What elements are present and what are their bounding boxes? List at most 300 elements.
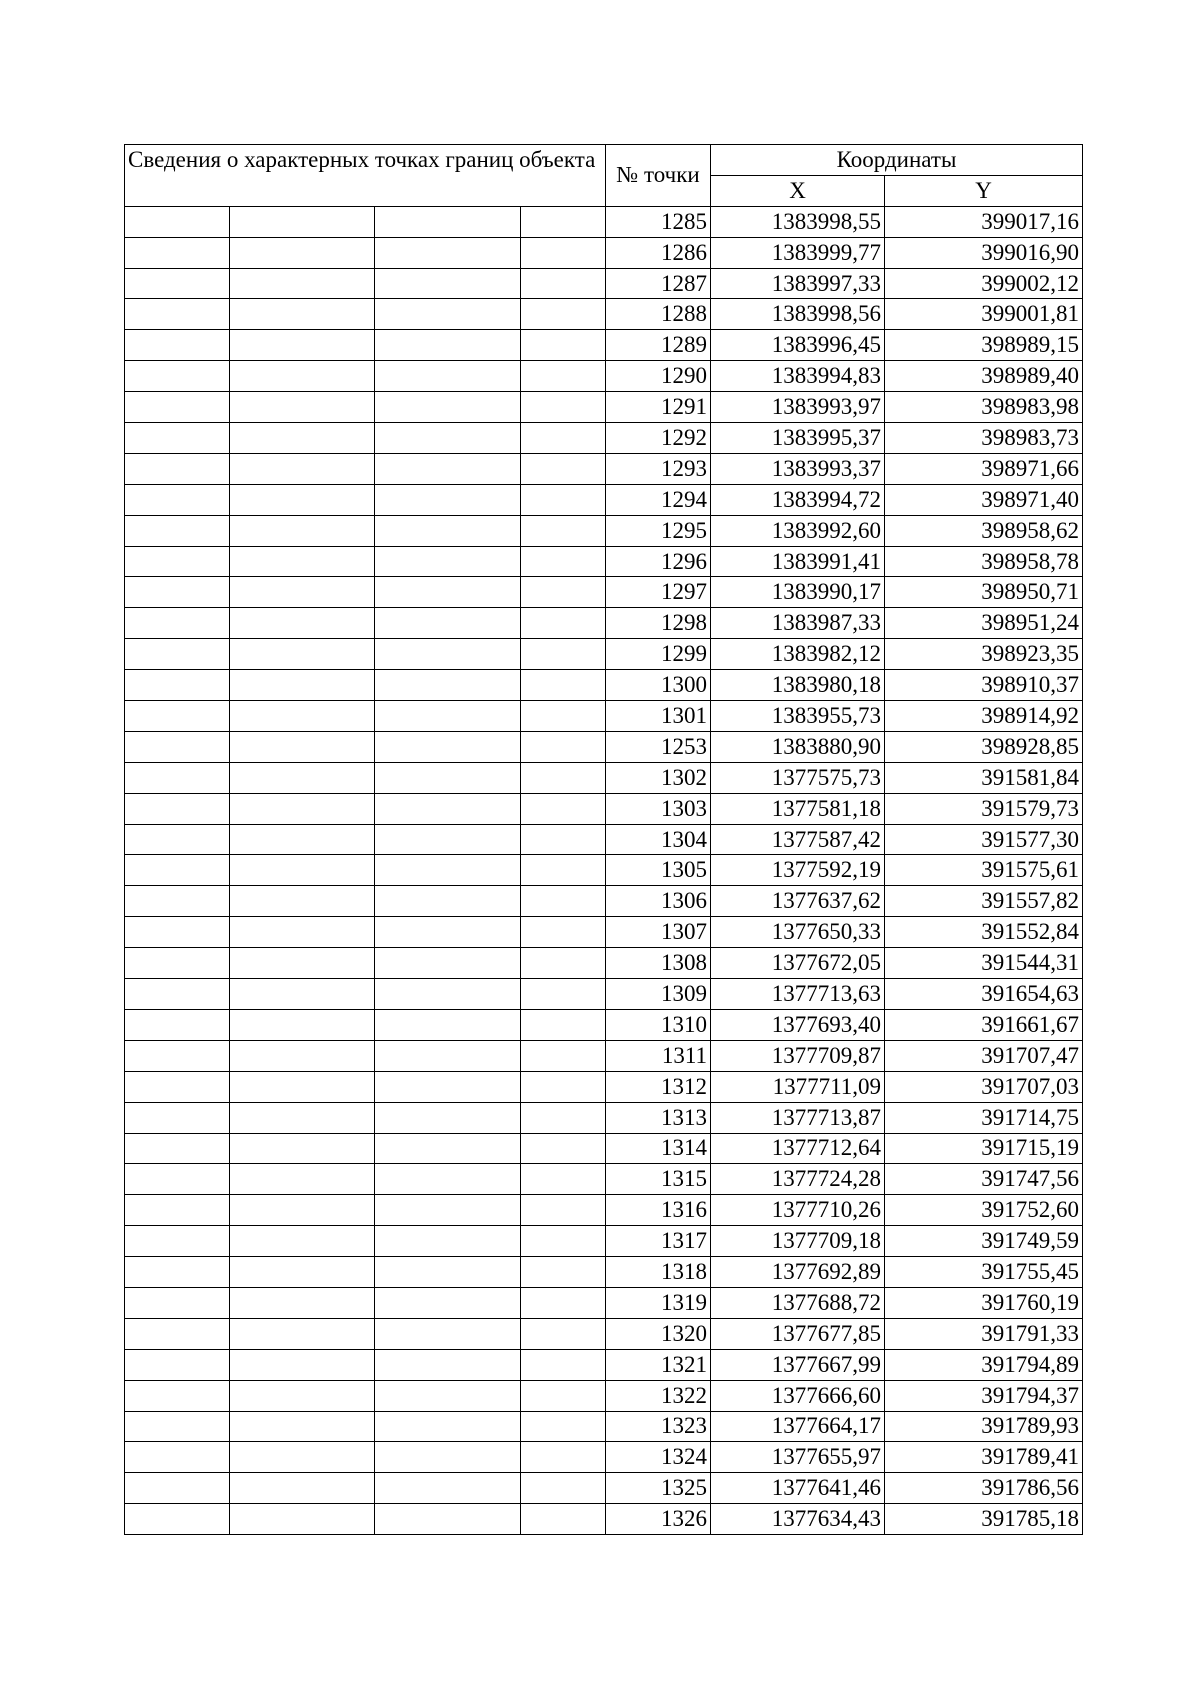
empty-cell: [230, 979, 375, 1010]
x-coordinate-cell: 1377672,05: [711, 948, 885, 979]
empty-cell: [375, 608, 521, 639]
empty-cell: [125, 670, 230, 701]
empty-cell: [230, 824, 375, 855]
point-number-cell: 1303: [606, 793, 711, 824]
point-number-cell: 1296: [606, 546, 711, 577]
empty-cell: [125, 1226, 230, 1257]
empty-cell: [230, 762, 375, 793]
empty-cell: [125, 1473, 230, 1504]
x-coordinate-cell: 1383991,41: [711, 546, 885, 577]
empty-cell: [375, 1133, 521, 1164]
y-coordinate-cell: 391715,19: [885, 1133, 1083, 1164]
point-number-cell: 1298: [606, 608, 711, 639]
table-row: [125, 1349, 1083, 1380]
empty-cell: [375, 392, 521, 423]
empty-cell: [125, 546, 230, 577]
y-coordinate-cell: 391791,33: [885, 1318, 1083, 1349]
empty-cell: [230, 423, 375, 454]
x-coordinate-cell: 1377664,17: [711, 1411, 885, 1442]
empty-cell: [375, 1504, 521, 1535]
empty-cell: [375, 268, 521, 299]
empty-cell: [375, 1257, 521, 1288]
empty-cell: [521, 484, 606, 515]
point-number-cell: 1326: [606, 1504, 711, 1535]
empty-cell: [375, 1442, 521, 1473]
point-number-cell: 1318: [606, 1257, 711, 1288]
empty-cell: [230, 1226, 375, 1257]
point-number-cell: 1287: [606, 268, 711, 299]
x-coordinate-cell: 1377634,43: [711, 1504, 885, 1535]
point-number-cell: 1292: [606, 423, 711, 454]
empty-cell: [375, 1102, 521, 1133]
x-coordinate-cell: 1383980,18: [711, 670, 885, 701]
table-row: [125, 979, 1083, 1010]
y-coordinate-cell: 399017,16: [885, 206, 1083, 237]
y-coordinate-cell: 399002,12: [885, 268, 1083, 299]
x-coordinate-cell: 1383994,72: [711, 484, 885, 515]
empty-cell: [230, 392, 375, 423]
x-coordinate-cell: 1383994,83: [711, 361, 885, 392]
empty-cell: [125, 1195, 230, 1226]
point-number-cell: 1320: [606, 1318, 711, 1349]
empty-cell: [521, 701, 606, 732]
empty-cell: [125, 1380, 230, 1411]
y-coordinate-cell: 391794,37: [885, 1380, 1083, 1411]
empty-cell: [230, 1102, 375, 1133]
y-coordinate-cell: 391707,03: [885, 1071, 1083, 1102]
empty-cell: [521, 1164, 606, 1195]
x-coordinate-cell: 1383987,33: [711, 608, 885, 639]
x-coordinate-cell: 1383999,77: [711, 237, 885, 268]
table-row: [125, 1287, 1083, 1318]
point-number-cell: 1295: [606, 515, 711, 546]
point-number-cell: 1293: [606, 453, 711, 484]
y-coordinate-cell: 391747,56: [885, 1164, 1083, 1195]
empty-cell: [521, 762, 606, 793]
empty-cell: [375, 670, 521, 701]
point-number-cell: 1307: [606, 917, 711, 948]
y-coordinate-cell: 391794,89: [885, 1349, 1083, 1380]
empty-cell: [230, 1009, 375, 1040]
empty-cell: [521, 1380, 606, 1411]
empty-cell: [125, 824, 230, 855]
x-coordinate-cell: 1377724,28: [711, 1164, 885, 1195]
empty-cell: [521, 206, 606, 237]
empty-cell: [521, 1318, 606, 1349]
empty-cell: [521, 1040, 606, 1071]
empty-cell: [125, 886, 230, 917]
table-row: [125, 484, 1083, 515]
empty-cell: [521, 917, 606, 948]
x-coordinate-cell: 1377709,87: [711, 1040, 885, 1071]
x-coordinate-cell: 1377709,18: [711, 1226, 885, 1257]
y-coordinate-cell: 398983,98: [885, 392, 1083, 423]
empty-cell: [375, 1071, 521, 1102]
table-row: [125, 453, 1083, 484]
x-header: X: [711, 175, 885, 206]
empty-cell: [125, 793, 230, 824]
empty-cell: [375, 1411, 521, 1442]
table-row: [125, 206, 1083, 237]
empty-cell: [230, 206, 375, 237]
empty-cell: [521, 886, 606, 917]
table-row: [125, 824, 1083, 855]
table-row: [125, 268, 1083, 299]
empty-cell: [230, 299, 375, 330]
x-coordinate-cell: 1377587,42: [711, 824, 885, 855]
empty-cell: [375, 948, 521, 979]
empty-cell: [230, 639, 375, 670]
x-coordinate-cell: 1377581,18: [711, 793, 885, 824]
point-number-cell: 1323: [606, 1411, 711, 1442]
empty-cell: [521, 453, 606, 484]
empty-cell: [125, 1442, 230, 1473]
empty-cell: [521, 1473, 606, 1504]
empty-cell: [125, 1257, 230, 1288]
x-coordinate-cell: 1383997,33: [711, 268, 885, 299]
y-coordinate-cell: 399016,90: [885, 237, 1083, 268]
table-row: [125, 515, 1083, 546]
empty-cell: [125, 515, 230, 546]
table-row: [125, 917, 1083, 948]
empty-cell: [521, 1257, 606, 1288]
empty-cell: [375, 484, 521, 515]
empty-cell: [230, 1380, 375, 1411]
empty-cell: [125, 917, 230, 948]
y-coordinate-cell: 391577,30: [885, 824, 1083, 855]
empty-cell: [230, 546, 375, 577]
point-number-cell: 1286: [606, 237, 711, 268]
y-coordinate-cell: 391575,61: [885, 855, 1083, 886]
x-coordinate-cell: 1377713,87: [711, 1102, 885, 1133]
empty-cell: [521, 793, 606, 824]
empty-cell: [230, 1504, 375, 1535]
x-coordinate-cell: 1377711,09: [711, 1071, 885, 1102]
y-coordinate-cell: 391661,67: [885, 1009, 1083, 1040]
y-coordinate-cell: 398950,71: [885, 577, 1083, 608]
table-row: [125, 423, 1083, 454]
empty-cell: [125, 731, 230, 762]
point-number-cell: 1294: [606, 484, 711, 515]
empty-cell: [125, 1349, 230, 1380]
empty-cell: [230, 1040, 375, 1071]
coordinates-table: [124, 144, 1083, 1535]
empty-cell: [521, 299, 606, 330]
empty-cell: [521, 1349, 606, 1380]
empty-cell: [230, 1349, 375, 1380]
empty-cell: [375, 701, 521, 732]
empty-cell: [521, 855, 606, 886]
x-coordinate-cell: 1383990,17: [711, 577, 885, 608]
x-coordinate-cell: 1377710,26: [711, 1195, 885, 1226]
y-coordinate-cell: 391760,19: [885, 1287, 1083, 1318]
empty-cell: [375, 299, 521, 330]
empty-cell: [521, 1102, 606, 1133]
empty-cell: [375, 206, 521, 237]
empty-cell: [521, 639, 606, 670]
empty-cell: [521, 1287, 606, 1318]
empty-cell: [230, 1133, 375, 1164]
point-number-cell: 1314: [606, 1133, 711, 1164]
x-coordinate-cell: 1383993,37: [711, 453, 885, 484]
y-coordinate-cell: 398971,66: [885, 453, 1083, 484]
point-number-cell: 1322: [606, 1380, 711, 1411]
y-coordinate-cell: 398951,24: [885, 608, 1083, 639]
empty-cell: [230, 484, 375, 515]
empty-cell: [521, 577, 606, 608]
empty-cell: [521, 361, 606, 392]
table-row: [125, 1504, 1083, 1535]
empty-cell: [375, 1349, 521, 1380]
point-number-cell: 1288: [606, 299, 711, 330]
empty-cell: [230, 1257, 375, 1288]
table-row: [125, 670, 1083, 701]
x-coordinate-cell: 1377667,99: [711, 1349, 885, 1380]
empty-cell: [375, 237, 521, 268]
x-coordinate-cell: 1377693,40: [711, 1009, 885, 1040]
table-row: [125, 1411, 1083, 1442]
empty-cell: [521, 1411, 606, 1442]
empty-cell: [125, 484, 230, 515]
point-number-cell: 1297: [606, 577, 711, 608]
empty-cell: [230, 793, 375, 824]
table-row: [125, 392, 1083, 423]
empty-cell: [230, 670, 375, 701]
x-coordinate-cell: 1377666,60: [711, 1380, 885, 1411]
table-row: [125, 1040, 1083, 1071]
empty-cell: [230, 855, 375, 886]
point-number-cell: 1312: [606, 1071, 711, 1102]
empty-cell: [521, 1195, 606, 1226]
y-coordinate-cell: 391789,41: [885, 1442, 1083, 1473]
empty-cell: [375, 453, 521, 484]
table-row: [125, 886, 1083, 917]
point-number-cell: 1302: [606, 762, 711, 793]
empty-cell: [230, 268, 375, 299]
y-coordinate-cell: 391581,84: [885, 762, 1083, 793]
y-coordinate-cell: 398958,78: [885, 546, 1083, 577]
point-number-cell: 1313: [606, 1102, 711, 1133]
y-coordinate-cell: 398983,73: [885, 423, 1083, 454]
x-coordinate-cell: 1377592,19: [711, 855, 885, 886]
table-row: [125, 546, 1083, 577]
y-coordinate-cell: 398910,37: [885, 670, 1083, 701]
table-body: [125, 206, 1083, 1534]
empty-cell: [125, 299, 230, 330]
empty-cell: [375, 917, 521, 948]
point-number-cell: 1325: [606, 1473, 711, 1504]
y-coordinate-cell: 398958,62: [885, 515, 1083, 546]
table-row: [125, 299, 1083, 330]
point-number-cell: 1290: [606, 361, 711, 392]
point-number-cell: 1305: [606, 855, 711, 886]
x-coordinate-cell: 1383998,56: [711, 299, 885, 330]
x-coordinate-cell: 1383998,55: [711, 206, 885, 237]
empty-cell: [125, 948, 230, 979]
table-row: [125, 639, 1083, 670]
empty-cell: [230, 1318, 375, 1349]
y-coordinate-cell: 398914,92: [885, 701, 1083, 732]
empty-cell: [230, 237, 375, 268]
x-coordinate-cell: 1377713,63: [711, 979, 885, 1010]
point-number-cell: 1253: [606, 731, 711, 762]
empty-cell: [125, 762, 230, 793]
point-number-cell: 1301: [606, 701, 711, 732]
coordinates-header: Координаты: [711, 145, 1083, 176]
point-number-cell: 1319: [606, 1287, 711, 1318]
table-row: [125, 731, 1083, 762]
empty-cell: [521, 1071, 606, 1102]
empty-cell: [230, 361, 375, 392]
table-row: [125, 793, 1083, 824]
empty-cell: [521, 515, 606, 546]
table-row: [125, 577, 1083, 608]
table-row: [125, 1071, 1083, 1102]
empty-cell: [230, 1411, 375, 1442]
table-row: [125, 1442, 1083, 1473]
empty-cell: [230, 1473, 375, 1504]
empty-cell: [521, 731, 606, 762]
y-coordinate-cell: 391752,60: [885, 1195, 1083, 1226]
point-number-cell: 1321: [606, 1349, 711, 1380]
table-row: [125, 855, 1083, 886]
empty-cell: [521, 979, 606, 1010]
empty-cell: [375, 1164, 521, 1195]
empty-cell: [375, 577, 521, 608]
empty-cell: [230, 701, 375, 732]
empty-cell: [375, 546, 521, 577]
empty-cell: [375, 886, 521, 917]
empty-cell: [230, 608, 375, 639]
empty-cell: [125, 855, 230, 886]
point-number-cell: 1310: [606, 1009, 711, 1040]
point-number-cell: 1285: [606, 206, 711, 237]
empty-cell: [125, 268, 230, 299]
y-coordinate-cell: 391557,82: [885, 886, 1083, 917]
empty-cell: [125, 392, 230, 423]
header-row-1: [125, 145, 1083, 176]
empty-cell: [375, 855, 521, 886]
empty-cell: [125, 330, 230, 361]
point-number-cell: 1291: [606, 392, 711, 423]
empty-cell: [375, 423, 521, 454]
empty-cell: [125, 237, 230, 268]
table-row: [125, 701, 1083, 732]
empty-cell: [230, 453, 375, 484]
y-coordinate-cell: 391552,84: [885, 917, 1083, 948]
empty-cell: [125, 608, 230, 639]
y-coordinate-cell: 391786,56: [885, 1473, 1083, 1504]
point-number-header: № точки: [606, 145, 711, 207]
empty-cell: [125, 423, 230, 454]
empty-cell: [521, 392, 606, 423]
empty-cell: [125, 361, 230, 392]
empty-cell: [125, 1504, 230, 1535]
empty-cell: [375, 515, 521, 546]
table-row: [125, 1009, 1083, 1040]
table-row: [125, 1164, 1083, 1195]
point-number-cell: 1316: [606, 1195, 711, 1226]
empty-cell: [230, 1287, 375, 1318]
point-number-cell: 1317: [606, 1226, 711, 1257]
point-number-cell: 1324: [606, 1442, 711, 1473]
x-coordinate-cell: 1383992,60: [711, 515, 885, 546]
empty-cell: [375, 1473, 521, 1504]
table-row: [125, 1102, 1083, 1133]
y-coordinate-cell: 398989,15: [885, 330, 1083, 361]
empty-cell: [521, 237, 606, 268]
point-number-cell: 1311: [606, 1040, 711, 1071]
empty-cell: [125, 639, 230, 670]
empty-cell: [125, 206, 230, 237]
empty-cell: [375, 361, 521, 392]
empty-cell: [125, 577, 230, 608]
empty-cell: [521, 330, 606, 361]
y-coordinate-cell: 391789,93: [885, 1411, 1083, 1442]
table-row: [125, 1473, 1083, 1504]
empty-cell: [125, 453, 230, 484]
empty-cell: [230, 577, 375, 608]
x-coordinate-cell: 1377650,33: [711, 917, 885, 948]
y-header: Y: [885, 175, 1083, 206]
empty-cell: [375, 639, 521, 670]
empty-cell: [125, 979, 230, 1010]
y-coordinate-cell: 398971,40: [885, 484, 1083, 515]
empty-cell: [375, 762, 521, 793]
y-coordinate-cell: 398923,35: [885, 639, 1083, 670]
table-row: [125, 948, 1083, 979]
y-coordinate-cell: 398989,40: [885, 361, 1083, 392]
empty-cell: [375, 1040, 521, 1071]
empty-cell: [521, 1009, 606, 1040]
empty-cell: [230, 1195, 375, 1226]
empty-cell: [125, 1318, 230, 1349]
y-coordinate-cell: 398928,85: [885, 731, 1083, 762]
empty-cell: [125, 1164, 230, 1195]
y-coordinate-cell: 391749,59: [885, 1226, 1083, 1257]
x-coordinate-cell: 1377677,85: [711, 1318, 885, 1349]
empty-cell: [230, 948, 375, 979]
y-coordinate-cell: 391654,63: [885, 979, 1083, 1010]
x-coordinate-cell: 1383955,73: [711, 701, 885, 732]
table-row: [125, 1226, 1083, 1257]
x-coordinate-cell: 1377637,62: [711, 886, 885, 917]
y-coordinate-cell: 391714,75: [885, 1102, 1083, 1133]
y-coordinate-cell: 391544,31: [885, 948, 1083, 979]
empty-cell: [375, 1195, 521, 1226]
point-number-cell: 1308: [606, 948, 711, 979]
point-number-cell: 1306: [606, 886, 711, 917]
y-coordinate-cell: 391707,47: [885, 1040, 1083, 1071]
empty-cell: [375, 824, 521, 855]
empty-cell: [521, 608, 606, 639]
point-number-cell: 1315: [606, 1164, 711, 1195]
empty-cell: [375, 1226, 521, 1257]
empty-cell: [521, 1442, 606, 1473]
empty-cell: [230, 1071, 375, 1102]
empty-cell: [521, 546, 606, 577]
x-coordinate-cell: 1383982,12: [711, 639, 885, 670]
y-coordinate-cell: 391579,73: [885, 793, 1083, 824]
empty-cell: [125, 1071, 230, 1102]
empty-cell: [230, 886, 375, 917]
empty-cell: [125, 701, 230, 732]
point-number-cell: 1289: [606, 330, 711, 361]
empty-cell: [230, 917, 375, 948]
table-row: [125, 608, 1083, 639]
empty-cell: [375, 1380, 521, 1411]
table-row: [125, 1257, 1083, 1288]
